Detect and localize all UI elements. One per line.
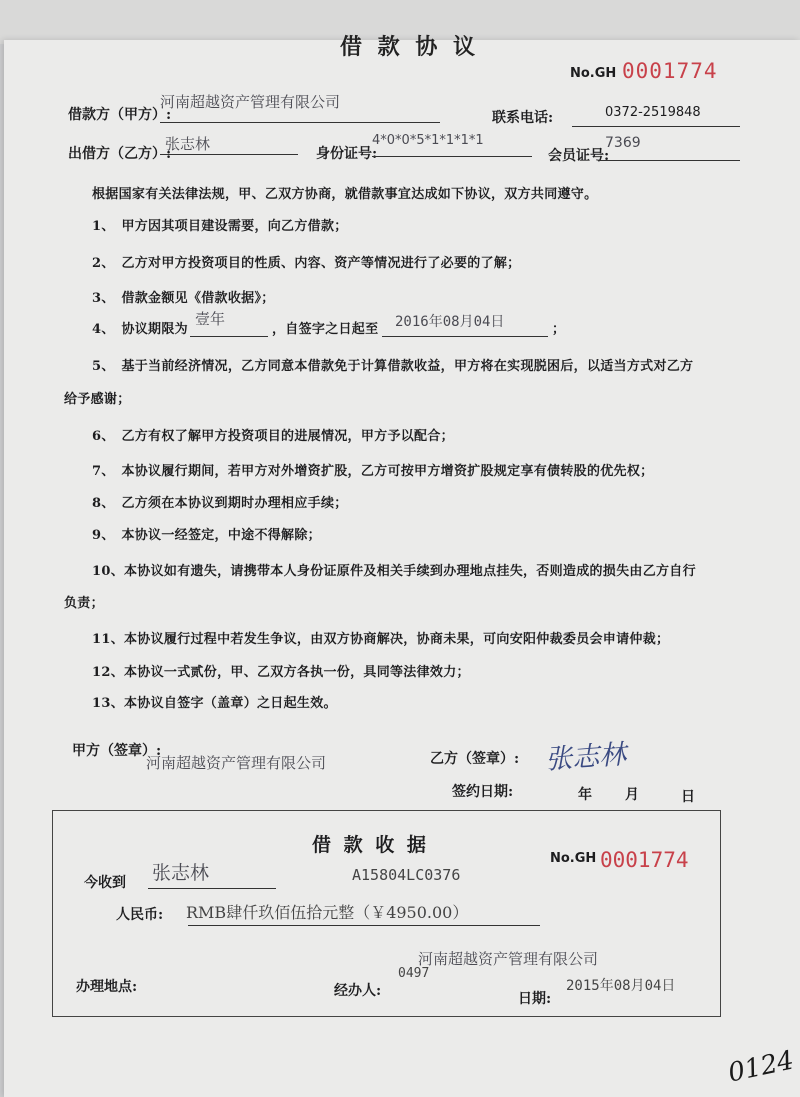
receipt-received-label: 今收到 bbox=[84, 875, 126, 891]
clause-4-term-underline bbox=[190, 336, 268, 337]
clause-13: 13、本协议自签字（盖章）之日起生效。 bbox=[92, 696, 337, 711]
clause-4-middle: ，自签字之日起至 bbox=[272, 322, 379, 337]
party-a-sign-label: 甲方（签章）: bbox=[72, 743, 162, 759]
phone-label: 联系电话: bbox=[492, 110, 554, 126]
borrower-underline bbox=[160, 122, 440, 123]
receipt-no-value: 0001774 bbox=[600, 848, 689, 872]
party-b-sign-label: 乙方（签章）: bbox=[430, 751, 520, 767]
receipt-title: 借 款 收 据 bbox=[312, 834, 429, 856]
clause-9: 9、 本协议一经签定，中途不得解除； bbox=[92, 528, 321, 543]
clause-11: 11、本协议履行过程中若发生争议，由双方协商解决，协商未果，可向安阳仲裁委员会申请仲裁； bbox=[92, 632, 670, 647]
phone-value: 0372-2519848 bbox=[605, 105, 701, 120]
handwritten-page-number: 0124 bbox=[725, 1045, 797, 1089]
id-label: 身份证号: bbox=[316, 146, 378, 162]
receipt-rmb-underline bbox=[188, 925, 540, 926]
clause-1: 1、 甲方因其项目建设需要，向乙方借款； bbox=[92, 219, 348, 234]
receipt-received-underline bbox=[148, 888, 276, 889]
clause-4-prefix: 4、 协议期限为 bbox=[92, 322, 188, 337]
agreement-no-label: No.GH bbox=[570, 66, 617, 81]
clause-10-line2: 负责； bbox=[64, 596, 104, 611]
clause-5-line1: 5、 基于当前经济情况，乙方同意本借款免于计算借款收益，甲方将在实现脱困后，以适当方式对乙方 bbox=[92, 359, 694, 374]
member-label: 会员证号: bbox=[548, 148, 610, 164]
receipt-date-label: 日期: bbox=[518, 991, 552, 1007]
clause-2: 2、 乙方对甲方投资项目的性质、内容、资产等情况进行了必要的了解； bbox=[92, 256, 521, 271]
receipt-company: 河南超越资产管理有限公司 bbox=[418, 950, 599, 968]
sign-month-label: 月 bbox=[625, 787, 639, 803]
member-value: 7369 bbox=[605, 135, 641, 151]
borrower-value: 河南超越资产管理有限公司 bbox=[160, 93, 341, 111]
agreement-no-value: 0001774 bbox=[622, 59, 718, 83]
receipt-handler-label: 经办人: bbox=[334, 983, 382, 999]
agreement-title: 借 款 协 议 bbox=[340, 34, 479, 60]
lender-value: 张志林 bbox=[165, 135, 211, 153]
lender-underline bbox=[160, 154, 298, 155]
id-underline bbox=[372, 156, 532, 157]
clause-4-end-date: 2016年08月04日 bbox=[395, 314, 505, 330]
receipt-rmb-value: RMB肆仟玖佰伍拾元整（￥4950.00） bbox=[186, 903, 469, 922]
receipt-date-value: 2015年08月04日 bbox=[566, 978, 676, 994]
sign-year-label: 年 bbox=[578, 787, 592, 803]
sign-day-label: 日 bbox=[681, 789, 695, 805]
receipt-received-value: 张志林 bbox=[152, 862, 210, 884]
clause-10-line1: 10、本协议如有遗失，请携带本人身份证原件及相关手续到办理地点挂失，否则造成的损失由乙方自行 bbox=[92, 564, 696, 579]
borrower-label: 借款方（甲方）: bbox=[68, 107, 172, 123]
receipt-handler-value: 0497 bbox=[398, 966, 430, 981]
clause-7: 7、 本协议履行期间，若甲方对外增资扩股，乙方可按甲方增资扩股规定享有债转股的优先权； bbox=[92, 464, 654, 479]
sign-date-label: 签约日期: bbox=[452, 784, 514, 800]
party-a-sign-value: 河南超越资产管理有限公司 bbox=[146, 754, 327, 772]
clause-6: 6、 乙方有权了解甲方投资项目的进展情况，甲方予以配合； bbox=[92, 429, 454, 444]
intro-text: 根据国家有关法律法规，甲、乙双方协商，就借款事宜达成如下协议，双方共同遵守。 bbox=[92, 187, 598, 202]
clause-8: 8、 乙方须在本协议到期时办理相应手续； bbox=[92, 496, 348, 511]
clause-4-term: 壹年 bbox=[195, 310, 226, 328]
id-value: 4*0*0*5*1*1*1*1 bbox=[372, 133, 484, 148]
clause-5-line2: 给予感谢； bbox=[64, 392, 131, 407]
clause-4-date-underline bbox=[382, 336, 548, 337]
receipt-no-label: No.GH bbox=[550, 851, 597, 866]
party-b-signature: 张志林 bbox=[544, 739, 628, 776]
lender-label: 出借方（乙方）: bbox=[68, 146, 172, 162]
receipt-code: A15804LC0376 bbox=[352, 866, 461, 884]
clause-4-suffix: ； bbox=[552, 322, 566, 337]
receipt-place-label: 办理地点: bbox=[76, 979, 138, 995]
receipt-rmb-label: 人民币: bbox=[116, 907, 164, 923]
phone-underline bbox=[572, 126, 740, 127]
clause-3: 3、 借款金额见《借款收据》； bbox=[92, 291, 275, 306]
clause-12: 12、本协议一式贰份，甲、乙双方各执一份，具同等法律效力； bbox=[92, 665, 470, 680]
member-underline bbox=[598, 160, 740, 161]
